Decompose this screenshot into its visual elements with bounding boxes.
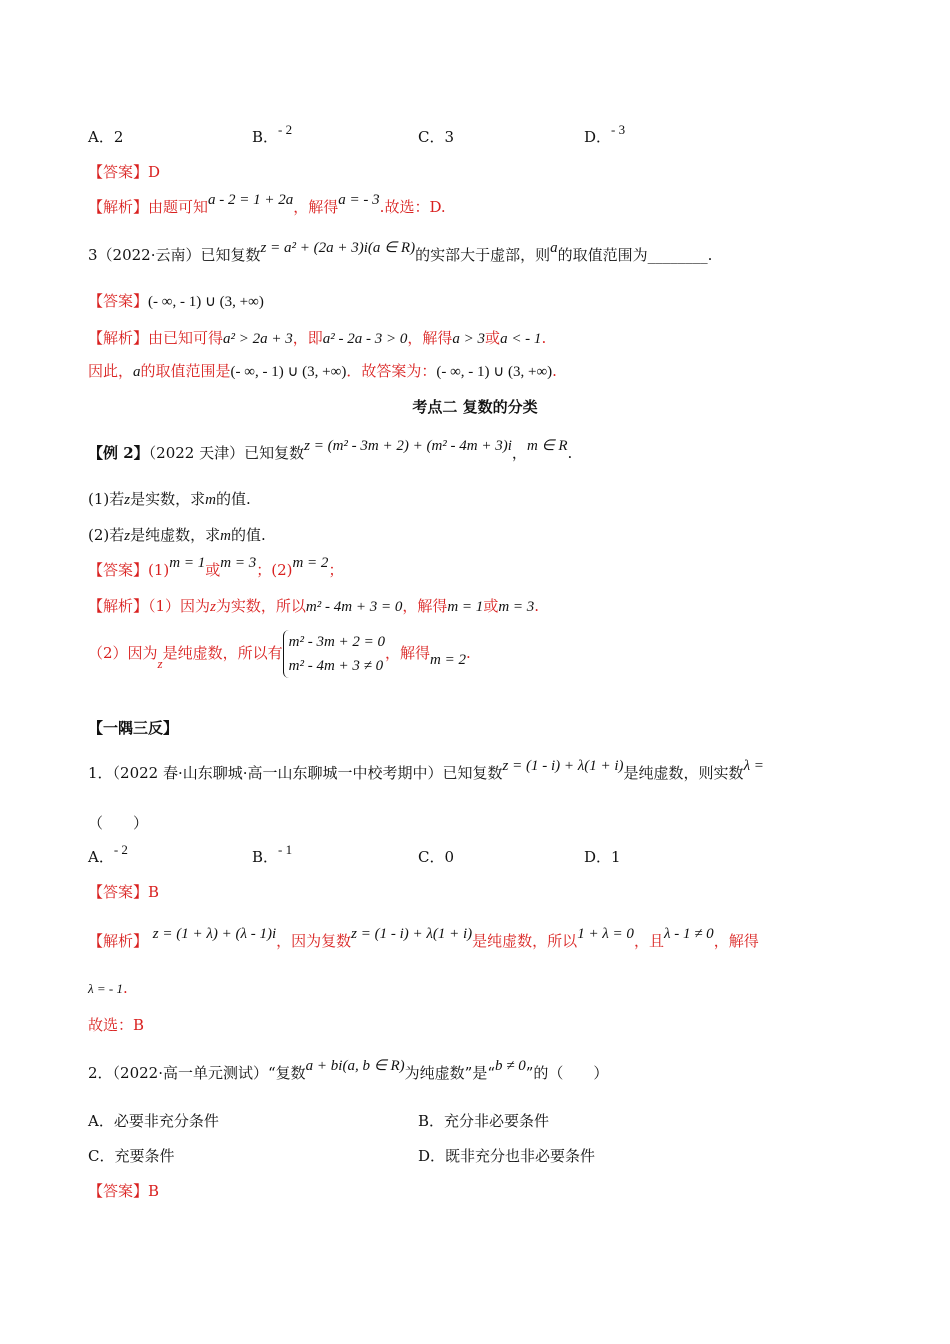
p2-option-c: C．充要条件 — [88, 1147, 175, 1165]
practice-title: 【一隅三反】 — [88, 719, 179, 737]
p1-option-b: B．- 1 — [252, 842, 293, 866]
question-3-analysis: 【解析】由已知可得a² > 2a + 3，即a² - 2a - 3 > 0，解得a > 3或a < - 1. — [88, 329, 547, 347]
example-2-stem: 【例 2】（2022 天津）已知复数z = (m² - 3m + 2) + (m² - 4m + 3)i，m ∈ R. — [88, 438, 573, 462]
p1-option-c: C．0 — [418, 848, 455, 866]
equation-system: m² - 3m + 2 = 0 m² - 4m + 3 ≠ 0 — [283, 630, 385, 678]
example-2-analysis-2: （2）因为z是纯虚数，所以有m² - 3m + 2 = 0 m² - 4m + 3 ≠ 0，解得m = 2. — [88, 630, 471, 678]
p2-option-d: D．既非充分也非必要条件 — [418, 1147, 596, 1165]
practice-1-analysis: 【解析】 z = (1 + λ) + (λ - 1)i，因为复数z = (1 - i) + λ(1 + i)是纯虚数，所以1 + λ = 0，且λ - 1 ≠ 0，解得 — [88, 926, 759, 950]
practice-1-answer: 【答案】B — [88, 883, 160, 901]
practice-1-paren: （ ） — [88, 814, 149, 832]
practice-1-conclusion: 故选：B — [88, 1016, 145, 1034]
example-2-answer: 【答案】(1)m = 1或m = 3；(2)m = 2； — [88, 555, 344, 579]
example-2-part-1: (1)若z是实数，求m的值. — [88, 490, 251, 508]
question-3-answer: 【答案】(- ∞, - 1) ∪ (3, +∞) — [88, 292, 264, 310]
option-d: D．- 3 — [584, 122, 626, 146]
p1-option-d: D．1 — [584, 848, 621, 866]
answer-line: 【答案】D — [88, 163, 161, 181]
option-b: B．- 2 — [252, 122, 293, 146]
example-2-analysis-1: 【解析】（1）因为z为实数，所以m² - 4m + 3 = 0，解得m = 1或m = 3. — [88, 597, 540, 615]
practice-1-analysis-cont: λ = - 1. — [88, 979, 128, 997]
p2-option-b: B．充分非必要条件 — [418, 1112, 550, 1130]
practice-2-answer: 【答案】B — [88, 1182, 160, 1200]
example-2-part-2: (2)若z是纯虚数，求m的值. — [88, 526, 266, 544]
practice-1-stem: 1．（2022 春·山东聊城·高一山东聊城一中校考期中）已知复数z = (1 - i) + λ(1 + i)是纯虚数，则实数λ = — [88, 758, 764, 782]
practice-2-stem: 2．（2022·高一单元测试）“复数a + bi(a, b ∈ R)为纯虚数”是“b ≠ 0”的（ ） — [88, 1058, 609, 1082]
question-3-conclusion: 因此，a的取值范围是(- ∞, - 1) ∪ (3, +∞)．故答案为：(- ∞, - 1) ∪ (3, +∞). — [88, 362, 557, 380]
p1-option-a: A．- 2 — [88, 842, 128, 866]
analysis-line: 【解析】由题可知a - 2 = 1 + 2a，解得a = - 3.故选：D. — [88, 192, 446, 216]
section-title: 考点二 复数的分类 — [412, 398, 538, 416]
p2-option-a: A．必要非充分条件 — [88, 1112, 219, 1130]
option-c: C．3 — [418, 128, 455, 146]
option-a: A．2 — [88, 128, 124, 146]
question-3-stem: 3（2022·云南）已知复数z = a² + (2a + 3)i(a ∈ R)的实部大于虚部，则a的取值范围为________. — [88, 240, 713, 264]
